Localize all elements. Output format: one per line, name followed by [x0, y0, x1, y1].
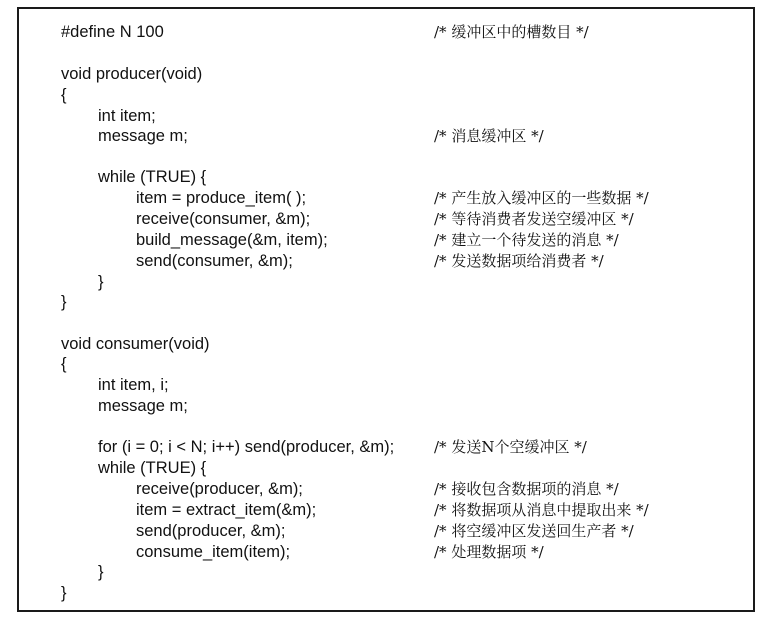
code-comment: /* 产生放入缓冲区的一些数据 */ — [434, 189, 649, 207]
code-text: message m; — [98, 397, 188, 415]
code-line-define — [0, 21, 589, 43]
code-text: item = extract_item(&m); — [136, 501, 317, 519]
code-line-consumer-send — [0, 520, 634, 542]
code-line-producer-receive — [0, 208, 634, 230]
code-text: int item, i; — [98, 376, 169, 394]
code-text: build_message(&m, item); — [136, 231, 328, 249]
code-line-consumer-receive — [0, 478, 619, 500]
code-line-producer-while — [0, 166, 207, 188]
code-line-extract-item — [0, 499, 649, 521]
code-line-consumer-vars-decl — [0, 374, 169, 396]
code-comment: /* 将空缓冲区发送回生产者 */ — [434, 522, 634, 540]
code-line-producer-while-close — [0, 271, 104, 293]
code-comment: /* 发送数据项给消费者 */ — [434, 252, 604, 270]
code-text: send(producer, &m); — [136, 522, 286, 540]
code-line-consumer-signature — [0, 333, 210, 355]
code-line-producer-open-brace — [0, 84, 67, 106]
code-text: receive(producer, &m); — [136, 480, 303, 498]
code-text: while (TRUE) { — [98, 168, 207, 186]
code-line-build-message — [0, 229, 619, 251]
code-listing-frame — [17, 7, 755, 612]
code-line-producer-item-decl — [0, 105, 156, 127]
code-text: consume_item(item); — [136, 543, 291, 561]
code-text: void consumer(void) — [61, 335, 210, 353]
code-text: receive(consumer, &m); — [136, 210, 311, 228]
code-line-consume-item — [0, 541, 544, 563]
code-text: } — [98, 273, 104, 291]
code-comment: /* 处理数据项 */ — [434, 543, 544, 561]
code-comment: /* 消息缓冲区 */ — [434, 127, 544, 145]
code-comment: /* 等待消费者发送空缓冲区 */ — [434, 210, 634, 228]
code-text: } — [61, 584, 67, 602]
code-line-producer-message-decl — [0, 125, 544, 147]
code-line-produce-item — [0, 187, 649, 209]
code-line-consumer-while-close — [0, 561, 104, 583]
code-text: } — [98, 563, 104, 581]
code-line-consumer-close-brace — [0, 582, 67, 604]
code-text: { — [61, 355, 67, 373]
code-line-producer-close-brace — [0, 291, 67, 313]
code-text: int item; — [98, 107, 156, 125]
code-text: { — [61, 86, 67, 104]
code-line-producer-signature — [0, 63, 203, 85]
code-text: send(consumer, &m); — [136, 252, 293, 270]
code-text: #define N 100 — [61, 23, 164, 41]
code-text: item = produce_item( ); — [136, 189, 307, 207]
code-text: message m; — [98, 127, 188, 145]
code-line-producer-send — [0, 250, 604, 272]
code-text: while (TRUE) { — [98, 459, 207, 477]
code-comment: /* 缓冲区中的槽数目 */ — [434, 23, 589, 41]
code-line-consumer-for-loop — [0, 436, 587, 458]
code-line-consumer-while — [0, 457, 207, 479]
code-text: } — [61, 293, 67, 311]
code-comment: /* 发送N个空缓冲区 */ — [434, 438, 587, 456]
code-comment: /* 建立一个待发送的消息 */ — [434, 231, 619, 249]
code-text: void producer(void) — [61, 65, 203, 83]
code-comment: /* 将数据项从消息中提取出来 */ — [434, 501, 649, 519]
code-comment: /* 接收包含数据项的消息 */ — [434, 480, 619, 498]
code-line-consumer-open-brace — [0, 353, 67, 375]
code-line-consumer-message-decl — [0, 395, 188, 417]
code-text: for (i = 0; i < N; i++) send(producer, &m); — [98, 438, 395, 456]
